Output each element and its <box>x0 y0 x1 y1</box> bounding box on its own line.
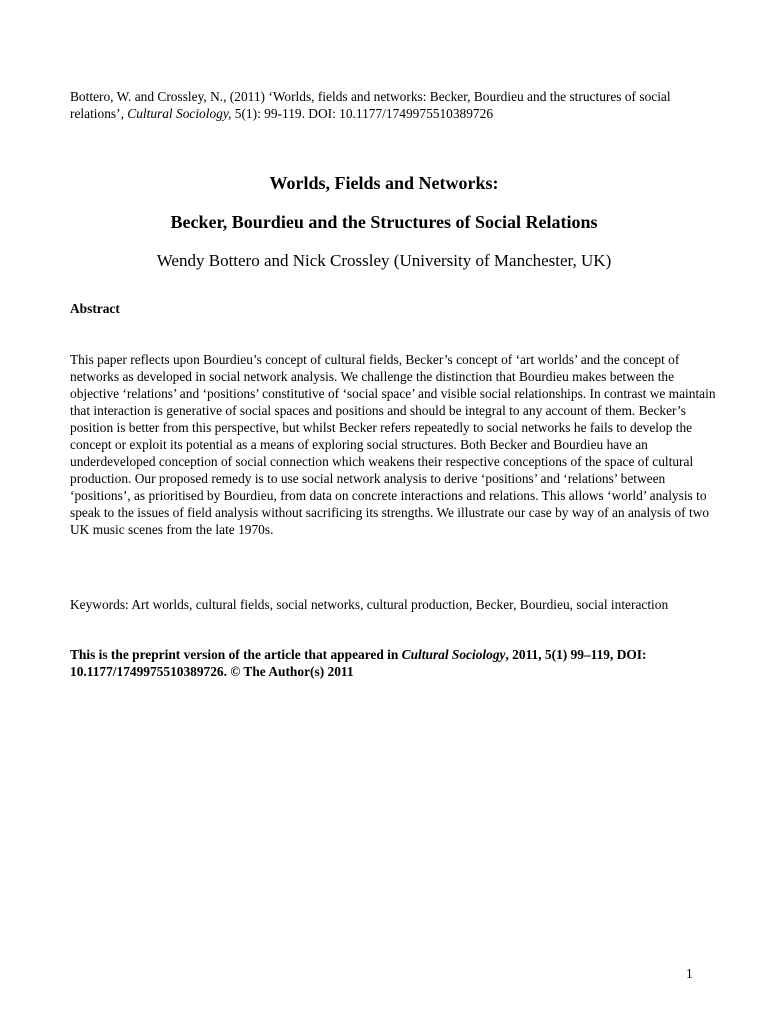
citation-text: Bottero, W. and Crossley, N., (2011) ‘Worlds, fields and networks: Becker, Bourdieu and the structures of social relations’, <box>70 89 671 121</box>
citation-details: 5(1): 99-119. DOI: 10.1177/1749975510389726 <box>231 106 494 121</box>
abstract-heading: Abstract <box>70 301 120 316</box>
paper-title-line-2: Becker, Bourdieu and the Structures of Social Relations <box>170 212 598 232</box>
authors: Wendy Bottero and Nick Crossley (University of Manchester, UK) <box>156 251 612 270</box>
preprint-details: , 2011, 5(1) 99–119, DOI: 10.1177/1749975510389726. © The Author(s) 2011 <box>70 647 647 679</box>
preprint-notice <box>70 646 720 680</box>
citation-journal: Cultural Sociology, <box>127 106 232 121</box>
keywords: Keywords: Art worlds, cultural fields, social networks, cultural production, Becker, Bourdieu, social interaction <box>70 597 669 612</box>
page-number: 1 <box>686 966 693 981</box>
preprint-text: This is the preprint version of the article that appeared in <box>70 647 402 662</box>
abstract-paragraph: This paper reflects upon Bourdieu’s concept of cultural fields, Becker’s concept of ‘art worlds’ and the concept of networks as developed in social network analysis. We challenge the distinction that Bourdieu makes between the objective ‘relations’ and ‘positions’ constitutive of ‘social space’ and visible social relationships. In contrast we maintain that interaction is generative of social spaces and positions and should be integral to any account of them. Becker’s position is better from this perspective, but whilst Becker refers repeatedly to social networks he fails to develop the concept or exploit its potential as a means of exploring social structures. Both Becker and Bourdieu have an underdeveloped conception of social connection which weakens their respective conceptions of the space of cultural production. Our proposed remedy is to use social network analysis to derive ‘positions’ and ‘relations’ between ‘positions’, as prioritised by Bourdieu, from data on concrete interactions and relations. This allows ‘world’ analysis to speak to the issues of field analysis without sacrificing its strengths. We illustrate our case by way of an analysis of two UK music scenes from the late 1970s. <box>70 352 716 537</box>
abstract-body <box>70 351 720 538</box>
preprint-journal: Cultural Sociology <box>401 647 506 662</box>
paper-title-line-1: Worlds, Fields and Networks: <box>269 173 499 193</box>
citation <box>70 88 710 122</box>
